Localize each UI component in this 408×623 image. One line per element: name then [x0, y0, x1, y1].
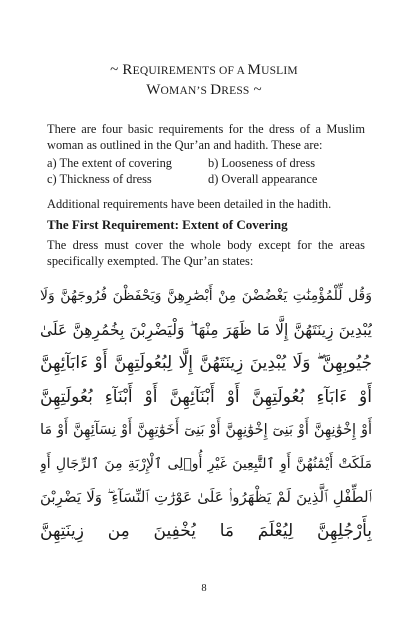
requirement-d: d) Overall appearance — [208, 172, 318, 186]
requirement-b: b) Looseness of dress — [208, 156, 316, 170]
title-tilde-right: ~ — [249, 82, 262, 98]
quran-verse — [40, 280, 372, 548]
requirement-c: c) Thickness of dress — [47, 172, 152, 186]
verse-line-4: أَوْ ءَابَآءِ بُعُولَتِهِنَّ أَوْ أَبْنَآئِهِنَّ أَوْ أَبْنَآءِ بُعُولَتِهِنَّ — [40, 386, 372, 407]
title-cap-4: D — [210, 82, 222, 98]
requirement-a: a) The extent of covering — [47, 156, 173, 170]
title-tilde-left: ~ — [110, 62, 123, 78]
dress-intro-paragraph: The dress must cover the whole body except for the areas specifically exempted. The Qur’an states: — [47, 238, 365, 268]
verse-line-2: يُبْدِينَ زِينَتَهُنَّ إِلَّا مَا ظَهَرَ مِنْهَا ۖ وَلْيَضْرِبْنَ بِخُمُرِهِنَّ عَلَىٰ — [40, 320, 372, 339]
verse-line-7: ٱلطِّفْلِ ٱلَّذِينَ لَمْ يَظْهَرُوا۟ عَلَىٰ عَوْرَٰتِ ٱلنِّسَآءِ ۖ وَلَا يَضْرِبْنَ — [40, 488, 372, 506]
intro-paragraph: There are four basic requirements for the dress of a Muslim woman as outlined in the Qur’an and hadith. These are: — [47, 122, 365, 152]
title-cap-1: R — [122, 62, 133, 78]
verse-line-1: وَقُل لِّلْمُؤْمِنَٰتِ يَغْضُضْنَ مِنْ أَبْصَٰرِهِنَّ وَيَحْفَظْنَ فُرُوجَهُنَّ وَلَا — [40, 288, 372, 304]
title-rest-4: RESS — [221, 85, 250, 97]
additional-paragraph: Additional requirements have been detailed in the hadith. — [47, 197, 332, 211]
verse-line-6: مَلَكَتْ أَيْمَٰنُهُنَّ أَوِ ٱلتَّٰبِعِينَ غَيْرِ أُو۟لِى ٱلْإِرْبَةِ مِنَ ٱلرِّجَالِ أَوِ — [40, 455, 372, 472]
requirements-row — [47, 171, 365, 187]
section-heading: The First Requirement: Extent of Covering — [47, 217, 288, 232]
verse-line-5: أَوْ إِخْوَٰنِهِنَّ أَوْ بَنِىٓ إِخْوَٰنِهِنَّ أَوْ بَنِىٓ أَخَوَٰتِهِنَّ أَوْ نِسَآئِهِنَّ أَوْ مَا — [40, 422, 372, 438]
title-cap-2: M — [247, 62, 262, 78]
requirements-list — [47, 155, 365, 187]
verse-line-3: جُيُوبِهِنَّ ۖ وَلَا يُبْدِينَ زِينَتَهُنَّ إِلَّا لِبُعُولَتِهِنَّ أَوْ ءَابَآئِهِنَّ — [40, 353, 372, 373]
requirements-row — [47, 155, 365, 171]
page-number: 8 — [201, 583, 207, 594]
chapter-title-line-2 — [0, 82, 408, 99]
title-rest-2: USLIM — [261, 65, 298, 77]
verse-line-8: بِأَرْجُلِهِنَّ لِيُعْلَمَ مَا يُخْفِينَ مِن زِينَتِهِنَّ — [40, 520, 372, 541]
title-cap-3: W — [146, 82, 161, 98]
chapter-title-line-1 — [0, 62, 408, 79]
title-rest-1: EQUIREMENTS OF A — [132, 65, 248, 77]
title-rest-3: OMAN’S — [160, 85, 211, 97]
